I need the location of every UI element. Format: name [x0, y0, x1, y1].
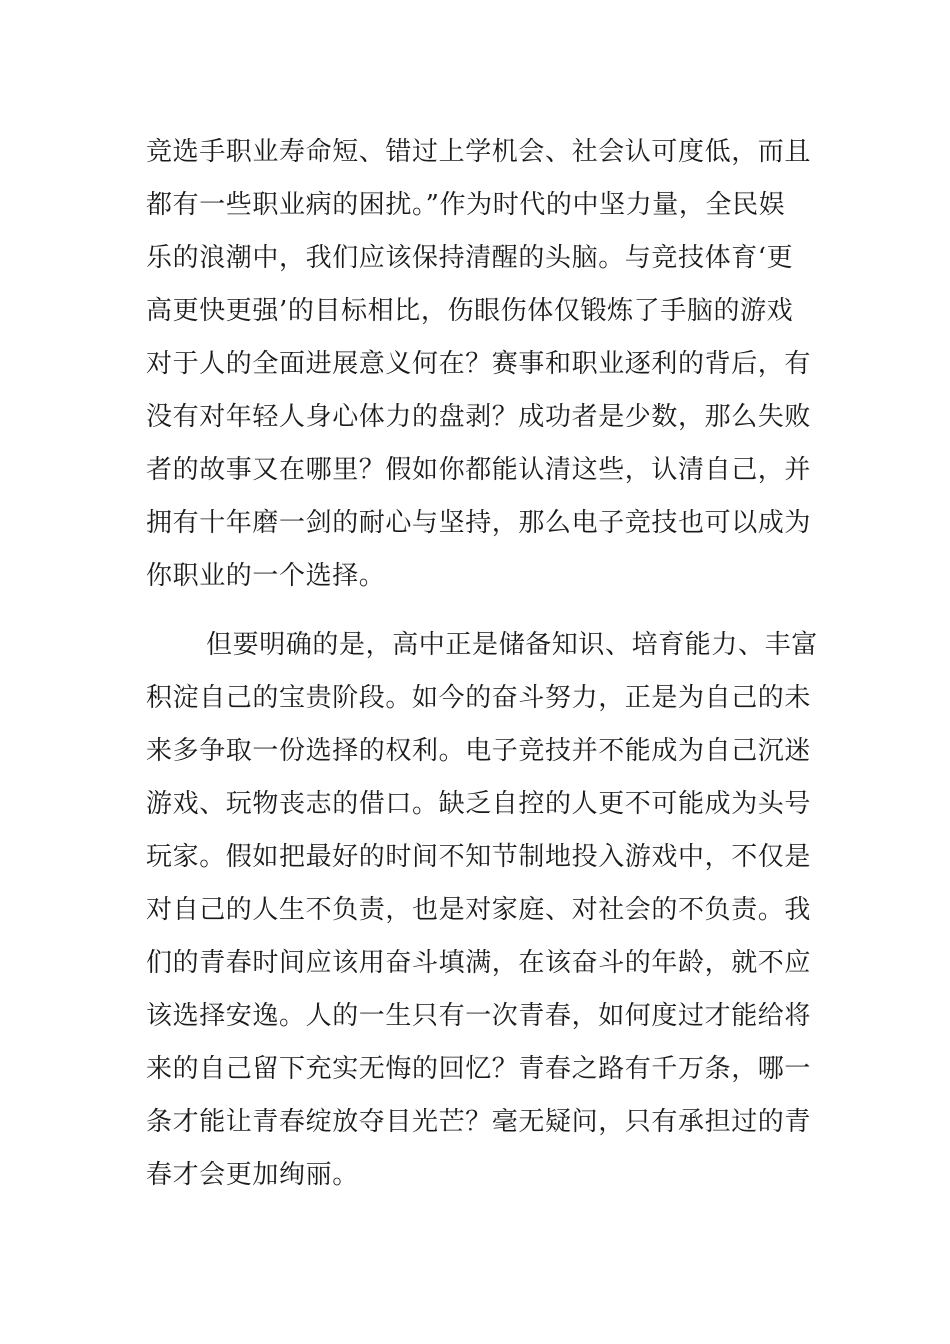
paragraph-line: 竞选手职业寿命短、错过上学机会、社会认可度低，而且 [146, 137, 812, 167]
paragraph-line: 来多争取一份选择的权利。电子竞技并不能成为自己沉迷 [146, 736, 812, 766]
paragraph-line: 积淀自己的宝贵阶段。如今的奋斗努力，正是为自己的未 [146, 683, 812, 713]
paragraph-line: 拥有十年磨一剑的耐心与坚持，那么电子竞技也可以成为 [146, 508, 812, 538]
paragraph-line: 高更快更强’的目标相比，伤眼伤体仅锻炼了手脑的游戏 [146, 296, 794, 326]
paragraph-line: 来的自己留下充实无悔的回忆？青春之路有千万条，哪一 [146, 1054, 812, 1084]
paragraph-line: 乐的浪潮中，我们应该保持清醒的头脑。与竞技体育‘更 [146, 243, 794, 273]
paragraph-line: 对自己的人生不负责，也是对家庭、对社会的不负责。我 [146, 895, 812, 925]
paragraph-line: 对于人的全面进展意义何在？赛事和职业逐利的背后，有 [146, 349, 812, 379]
paragraph-line: 们的青春时间应该用奋斗填满，在该奋斗的年龄，就不应 [146, 948, 812, 978]
paragraph-line: 玩家。假如把最好的时间不知节制地投入游戏中，不仅是 [146, 842, 812, 872]
paragraph-1 [146, 126, 810, 603]
paragraph-line: 你职业的一个选择。 [146, 561, 386, 591]
paragraph-line: 游戏、玩物丧志的借口。缺乏自控的人更不可能成为头号 [146, 789, 812, 819]
paragraph-line: 没有对年轻人身心体力的盘剥？成功者是少数，那么失败 [146, 402, 812, 432]
paragraph-line: 该选择安逸。人的一生只有一次青春，如何度过才能给将 [146, 1001, 812, 1031]
paragraph-line: 都有一些职业病的困扰。”作为时代的中坚力量，全民娱 [146, 190, 786, 220]
paragraph-line: 条才能让青春绽放夺目光芒？毫无疑问，只有承担过的青 [146, 1107, 812, 1137]
paragraph-first-line: 但要明确的是，高中正是储备知识、培育能力、丰富 [206, 630, 818, 660]
paragraph-2 [146, 619, 818, 1202]
paragraph-line: 春才会更加绚丽。 [146, 1160, 359, 1190]
paragraph-line: 者的故事又在哪里？假如你都能认清这些，认清自己，并 [146, 455, 812, 485]
